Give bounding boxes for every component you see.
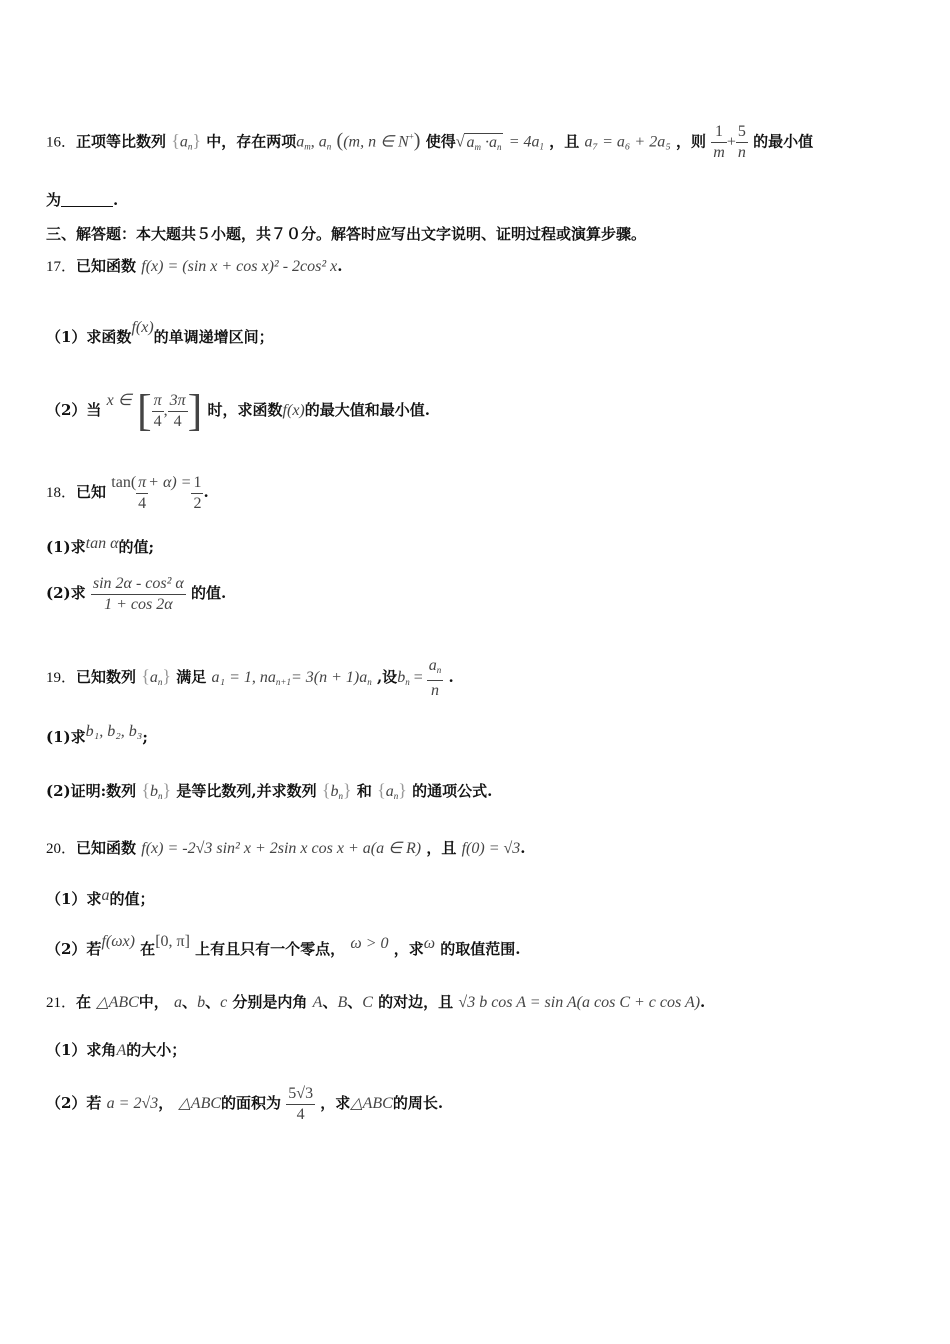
question-19-part-2: (2)证明:数列 $\{b_n\}$ 是等比数列,并求数列 $\{b_n\}$ 和 $\{a_n\}$ 的通项公式. [46, 780, 493, 801]
math: + α) = [148, 474, 192, 491]
math: na [259, 669, 276, 686]
text: 为 [46, 191, 62, 209]
text: 的值； [109, 890, 155, 908]
text: 分别是内角 [232, 993, 308, 1011]
text: 的周长. [392, 1094, 444, 1112]
text: 的大小； [126, 1041, 187, 1059]
text: 的面积为 [221, 1094, 282, 1112]
bracket: [ [136, 386, 152, 435]
text: 的值; [118, 538, 155, 556]
math: △ABC [350, 1095, 393, 1112]
text: 满足 [176, 668, 207, 686]
numerator: a [428, 656, 437, 674]
bracket: ] [187, 386, 203, 435]
question-20-part-2 [46, 932, 910, 959]
denominator: 2 [193, 494, 202, 512]
question-20 [46, 838, 910, 859]
text: （1）求角 [46, 1041, 117, 1059]
text: （1）求 [46, 890, 102, 908]
math: b [397, 669, 406, 686]
text: (1)求 [46, 728, 86, 746]
text: 正项等比数列 [76, 132, 167, 151]
text: 的取值范围. [440, 940, 521, 958]
text: 的通项公式. [412, 782, 493, 800]
text: 是等比数列,并求数列 [176, 782, 317, 800]
text: . [520, 839, 526, 857]
question-17-part-1 [46, 318, 910, 347]
section-heading: 三、解答题：本大题共５小题，共７０分。解答时应写出文字说明、证明过程或演算步骤。 [46, 225, 647, 243]
text: （2）当 [46, 401, 102, 419]
math-function: f(x) = (sin x + cos x)² - 2cos² x [141, 258, 338, 275]
math: tan α [85, 535, 119, 552]
math: △ABC [96, 994, 139, 1011]
text: . [203, 483, 209, 501]
text: 的对边，且 [378, 993, 454, 1011]
fraction-pi-over-4 [136, 473, 148, 514]
question-number: 20． [46, 841, 77, 857]
text: ; [142, 728, 148, 746]
numerator: 5 [736, 122, 748, 143]
math: ω [423, 935, 436, 952]
math: f(x) [131, 319, 154, 336]
question-21: 21．在 △ABC中， a、b、c 分别是内角 A、B、C 的对边，且 √3 b cos A = sin A(a cos C + c cos A). [46, 993, 706, 1011]
fraction-one-half [191, 473, 203, 514]
text: ,设 [376, 668, 398, 686]
text: ，且 [426, 839, 457, 857]
math-condition: (m, n ∈ N [343, 133, 409, 151]
math: tan( [111, 474, 137, 491]
text: 在 [140, 940, 156, 958]
math: [0, π] [155, 933, 190, 950]
math-equation: √3 b cos A = sin A(a cos C + c cos A) [458, 994, 701, 1011]
fraction-area [286, 1084, 315, 1125]
text: 上有且只有一个零点， [195, 940, 346, 958]
text: ，且 [549, 132, 580, 151]
fraction-3pi-over-4 [168, 391, 188, 432]
denominator: 4 [296, 1105, 305, 1123]
answer-blank [61, 192, 113, 207]
question-17 [46, 256, 910, 277]
math: a [174, 994, 183, 1011]
text: . [448, 668, 454, 686]
math: A [312, 994, 323, 1011]
question-number: 17． [46, 259, 77, 275]
text: 已知函数 [76, 257, 137, 275]
question-number: 16． [46, 134, 77, 151]
denominator: 4 [138, 494, 147, 512]
numerator: 1 [191, 473, 203, 494]
numerator: 5√3 [286, 1084, 315, 1105]
text: 的最小值 [753, 132, 814, 151]
numerator: 1 [711, 122, 727, 143]
question-number: 18． [46, 485, 77, 501]
math: b [150, 783, 159, 800]
question-16: 16．正项等比数列 $\{a_n\}$ 中，存在两项$a_m$, $a_n$ ((m, n ∈ N+) 使得√ $a_m \cdot a_n = 4a_1$ ，且 a₇ = a₆ + 2a₅ ，则 $\frac{1}{m}$ + $\frac{5}{n}$ 的最小值 [46, 123, 814, 161]
math: a [101, 887, 110, 904]
text: 已知数列 [76, 668, 137, 686]
math-eq1: = 4a [508, 133, 540, 151]
brace: { [171, 130, 180, 151]
fraction-an-over-n: $\frac{a_n}{n}$ [428, 656, 442, 699]
text: ，求 [393, 940, 424, 958]
text: 中， [138, 993, 169, 1011]
question-18 [46, 460, 910, 512]
text: ，求 [320, 1094, 351, 1112]
math-seq: a [149, 669, 158, 686]
question-21-part-2 [46, 1080, 910, 1126]
fraction-5-over-n [736, 122, 748, 163]
math-function: f(x) = -2√3 sin² x + 2sin x cos x + a(a ∈ R) [141, 840, 422, 857]
fraction-expression [91, 574, 186, 615]
text: 的单调递增区间； [153, 328, 274, 346]
math: = 3(n + 1)a [290, 669, 368, 686]
math: △ABC [178, 1095, 222, 1112]
question-19: 19．已知数列 $\{a_n\}$ 满足 a₁ = 1, $na_{n+1}= 3(n + 1)a_n$ ,设$b_n$ = $\frac{a_n}{n}$ . [46, 656, 454, 699]
question-16-cont [46, 190, 910, 210]
math: A [116, 1042, 127, 1059]
question-19-part-1 [46, 722, 910, 747]
numerator: 3π [168, 391, 188, 412]
question-18-part-1 [46, 534, 910, 557]
numerator: sin 2α - cos² α [91, 574, 186, 595]
text: (1)求 [46, 538, 86, 556]
math: C [362, 994, 373, 1011]
text: . [700, 993, 706, 1011]
text: 已知函数 [76, 839, 137, 857]
text: 的最大值和最小值. [304, 401, 430, 419]
math: a = 2√3 [106, 1095, 159, 1112]
math-eq2: a₇ = a₆ + 2a₅ [584, 133, 671, 151]
question-number: 19． [46, 670, 77, 686]
text: 、 [182, 993, 198, 1011]
numerator: π [152, 391, 164, 412]
math: f(0) = √3 [461, 840, 521, 857]
math: a₁ = 1 [211, 669, 252, 686]
text: 时，求函数 [207, 401, 283, 419]
text: (2)求 [46, 584, 86, 602]
text: （1）求函数 [46, 328, 132, 346]
denominator: 1 + cos 2α [104, 595, 173, 613]
text: . [337, 257, 343, 275]
text: 的值. [191, 584, 227, 602]
question-20-part-1 [46, 886, 910, 909]
question-18-part-2 [46, 570, 910, 616]
question-number: 21． [46, 995, 77, 1011]
denominator: 4 [173, 412, 182, 430]
question-21-part-1 [46, 1040, 910, 1061]
text: （2）若 [46, 940, 102, 958]
text: 使得 [425, 132, 456, 151]
text: 中，存在两项 [206, 132, 297, 151]
denominator: n [737, 144, 746, 161]
denominator: m [713, 144, 725, 161]
math: f(x) [282, 402, 305, 419]
text: (2)证明:数列 [46, 782, 137, 800]
math: f(ωx) [101, 933, 135, 950]
denominator: n [430, 681, 439, 699]
math: b₁, b₂, b₃ [85, 723, 143, 740]
text: 已知 [76, 483, 107, 501]
numerator: π [136, 473, 148, 494]
text: ，则 [676, 132, 707, 151]
math: x ∈ [106, 392, 132, 409]
brace: } [192, 130, 202, 151]
math: B [337, 994, 348, 1011]
text: ， [158, 1094, 174, 1112]
math: ω > 0 [350, 935, 389, 952]
question-17-part-2: （2）当 x ∈ [ $\frac{\pi}{4}$ , $\frac{3\pi}{4}$ ] 时，求函数f(x)的最大值和最小值. [46, 386, 430, 435]
text: 和 [356, 782, 372, 800]
math-seq: a [179, 133, 188, 151]
text: （2）若 [46, 1094, 102, 1112]
text: 在 [76, 993, 92, 1011]
fraction-pi-over-4 [152, 391, 164, 432]
denominator: 4 [153, 412, 162, 430]
math-terms: a [296, 133, 305, 151]
plus: + [726, 133, 736, 151]
fraction-1-over-m [711, 122, 727, 163]
text: . [113, 191, 119, 209]
